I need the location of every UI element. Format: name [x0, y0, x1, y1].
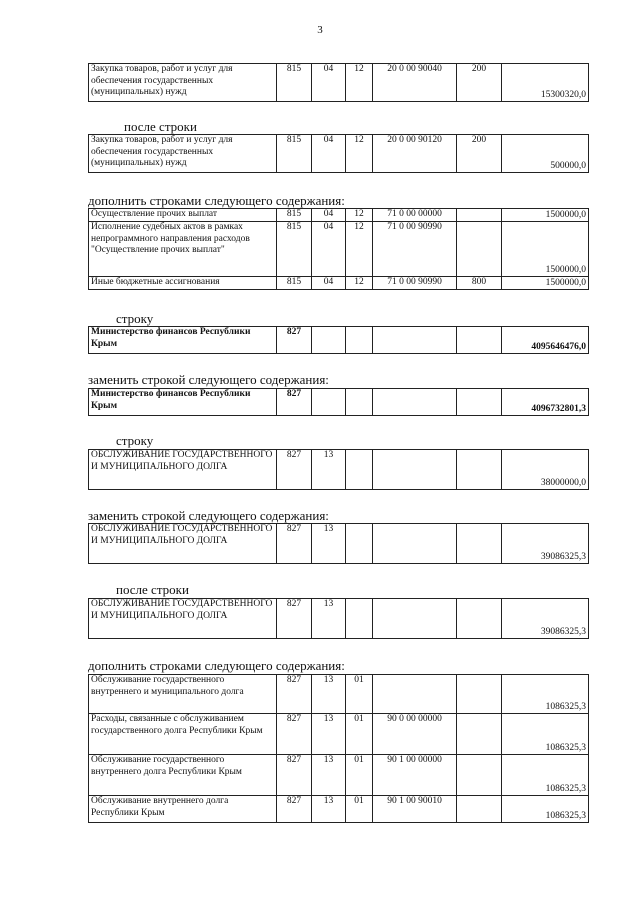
table-row	[89, 714, 589, 755]
budget-table-5	[88, 388, 589, 416]
expense-type-cell: 200	[457, 135, 502, 173]
subsection-cell: 12	[346, 222, 373, 277]
budget-table-3	[88, 208, 589, 290]
table-row	[89, 222, 589, 277]
sum-cell: 1500000,0	[502, 222, 589, 277]
grbs-cell: 827	[277, 675, 312, 714]
table-row	[89, 389, 589, 416]
subsection-cell	[346, 524, 373, 564]
expense-type-cell	[457, 755, 502, 796]
subsection-cell: 12	[346, 135, 373, 173]
section-cell: 04	[312, 209, 346, 222]
section-cell: 04	[312, 277, 346, 290]
row-name: Министерство финансов Республики Крым	[89, 389, 277, 416]
target-article-cell: 90 1 00 90010	[373, 796, 457, 823]
target-article-cell: 71 0 00 90990	[373, 277, 457, 290]
section-cell	[312, 327, 346, 354]
subsection-cell	[346, 389, 373, 416]
subsection-cell: 01	[346, 755, 373, 796]
grbs-cell: 815	[277, 135, 312, 173]
row-name: Обслуживание внутреннего долга Республики Крым	[89, 796, 277, 823]
target-article-cell	[373, 450, 457, 490]
grbs-cell: 827	[277, 599, 312, 639]
section-cell: 13	[312, 796, 346, 823]
subsection-cell: 12	[346, 64, 373, 102]
expense-type-cell	[457, 714, 502, 755]
expense-type-cell	[457, 209, 502, 222]
budget-table-7	[88, 523, 589, 564]
target-article-cell	[373, 389, 457, 416]
expense-type-cell: 800	[457, 277, 502, 290]
heading-replace: заменить строкой следующего содержания:	[88, 508, 329, 523]
table-row	[89, 327, 589, 354]
target-article-cell	[373, 675, 457, 714]
subsection-cell	[346, 327, 373, 354]
heading-after-row: после строки	[116, 582, 189, 597]
grbs-cell: 827	[277, 755, 312, 796]
heading-replace: заменить строкой следующего содержания:	[88, 372, 329, 387]
subsection-cell: 12	[346, 209, 373, 222]
heading-add-rows: дополнить строками следующего содержания:	[88, 193, 345, 208]
row-name: Министерство финансов Республики Крым	[89, 327, 277, 354]
budget-table-6	[88, 449, 589, 490]
grbs-cell: 827	[277, 450, 312, 490]
page-number: 3	[317, 24, 323, 36]
sum-cell: 1086325,3	[502, 714, 589, 755]
subsection-cell	[346, 599, 373, 639]
sum-cell: 4095646476,0	[502, 327, 589, 354]
target-article-cell: 90 0 00 00000	[373, 714, 457, 755]
section-cell: 13	[312, 599, 346, 639]
sum-cell: 1500000,0	[502, 277, 589, 290]
row-name: ОБСЛУЖИВАНИЕ ГОСУДАРСТВЕННОГО И МУНИЦИПАЛЬНОГО ДОЛГА	[89, 450, 277, 490]
subsection-cell: 01	[346, 675, 373, 714]
target-article-cell: 71 0 00 00000	[373, 209, 457, 222]
grbs-cell: 815	[277, 222, 312, 277]
row-name: Закупка товаров, работ и услуг для обеспечения государственных (муниципальных) нужд	[89, 135, 277, 173]
budget-table-2	[88, 134, 589, 173]
expense-type-cell	[457, 675, 502, 714]
table-row	[89, 450, 589, 490]
subsection-cell	[346, 450, 373, 490]
sum-cell: 15300320,0	[502, 64, 589, 102]
row-name: Исполнение судебных актов в рамках непрограммного направления расходов "Осуществление прочих выплат"	[89, 222, 277, 277]
row-name: Закупка товаров, работ и услуг для обеспечения государственных (муниципальных) нужд	[89, 64, 277, 102]
sum-cell: 500000,0	[502, 135, 589, 173]
sum-cell: 1086325,3	[502, 675, 589, 714]
table-row	[89, 675, 589, 714]
subsection-cell: 01	[346, 796, 373, 823]
section-cell: 04	[312, 222, 346, 277]
table-row	[89, 796, 589, 823]
budget-table-9	[88, 674, 589, 823]
sum-cell: 4096732801,3	[502, 389, 589, 416]
expense-type-cell: 200	[457, 64, 502, 102]
budget-table-1	[88, 63, 589, 102]
heading-row: строку	[116, 311, 154, 326]
section-cell: 04	[312, 64, 346, 102]
table-row	[89, 524, 589, 564]
grbs-cell: 815	[277, 64, 312, 102]
sum-cell: 1500000,0	[502, 209, 589, 222]
heading-after-row: после строки	[124, 119, 197, 134]
table-row	[89, 599, 589, 639]
row-name: ОБСЛУЖИВАНИЕ ГОСУДАРСТВЕННОГО И МУНИЦИПАЛЬНОГО ДОЛГА	[89, 599, 277, 639]
target-article-cell: 90 1 00 00000	[373, 755, 457, 796]
table-row	[89, 755, 589, 796]
grbs-cell: 815	[277, 277, 312, 290]
table-row	[89, 277, 589, 290]
subsection-cell: 12	[346, 277, 373, 290]
expense-type-cell	[457, 524, 502, 564]
expense-type-cell	[457, 327, 502, 354]
target-article-cell	[373, 599, 457, 639]
row-name: Обслуживание государственного внутреннего и муниципального долга	[89, 675, 277, 714]
row-name: Иные бюджетные ассигнования	[89, 277, 277, 290]
expense-type-cell	[457, 796, 502, 823]
grbs-cell: 827	[277, 524, 312, 564]
grbs-cell: 827	[277, 327, 312, 354]
target-article-cell	[373, 327, 457, 354]
target-article-cell: 20 0 00 90040	[373, 64, 457, 102]
sum-cell: 38000000,0	[502, 450, 589, 490]
heading-add-rows: дополнить строками следующего содержания:	[88, 658, 345, 673]
table-row	[89, 209, 589, 222]
expense-type-cell	[457, 450, 502, 490]
sum-cell: 39086325,3	[502, 599, 589, 639]
row-name: Осуществление прочих выплат	[89, 209, 277, 222]
sum-cell: 1086325,3	[502, 796, 589, 823]
section-cell: 13	[312, 524, 346, 564]
section-cell: 13	[312, 755, 346, 796]
grbs-cell: 827	[277, 714, 312, 755]
target-article-cell	[373, 524, 457, 564]
subsection-cell: 01	[346, 714, 373, 755]
table-row	[89, 135, 589, 173]
target-article-cell: 71 0 00 90990	[373, 222, 457, 277]
expense-type-cell	[457, 599, 502, 639]
budget-table-4	[88, 326, 589, 354]
section-cell	[312, 389, 346, 416]
grbs-cell: 827	[277, 389, 312, 416]
row-name: Обслуживание государственного внутреннего долга Республики Крым	[89, 755, 277, 796]
row-name: ОБСЛУЖИВАНИЕ ГОСУДАРСТВЕННОГО И МУНИЦИПАЛЬНОГО ДОЛГА	[89, 524, 277, 564]
expense-type-cell	[457, 389, 502, 416]
section-cell: 13	[312, 450, 346, 490]
section-cell: 04	[312, 135, 346, 173]
sum-cell: 39086325,3	[502, 524, 589, 564]
expense-type-cell	[457, 222, 502, 277]
sum-cell: 1086325,3	[502, 755, 589, 796]
grbs-cell: 827	[277, 796, 312, 823]
budget-table-8	[88, 598, 589, 639]
target-article-cell: 20 0 00 90120	[373, 135, 457, 173]
row-name: Расходы, связанные с обслуживанием государственного долга Республики Крым	[89, 714, 277, 755]
heading-row: строку	[116, 433, 154, 448]
grbs-cell: 815	[277, 209, 312, 222]
section-cell: 13	[312, 675, 346, 714]
section-cell: 13	[312, 714, 346, 755]
table-row	[89, 64, 589, 102]
